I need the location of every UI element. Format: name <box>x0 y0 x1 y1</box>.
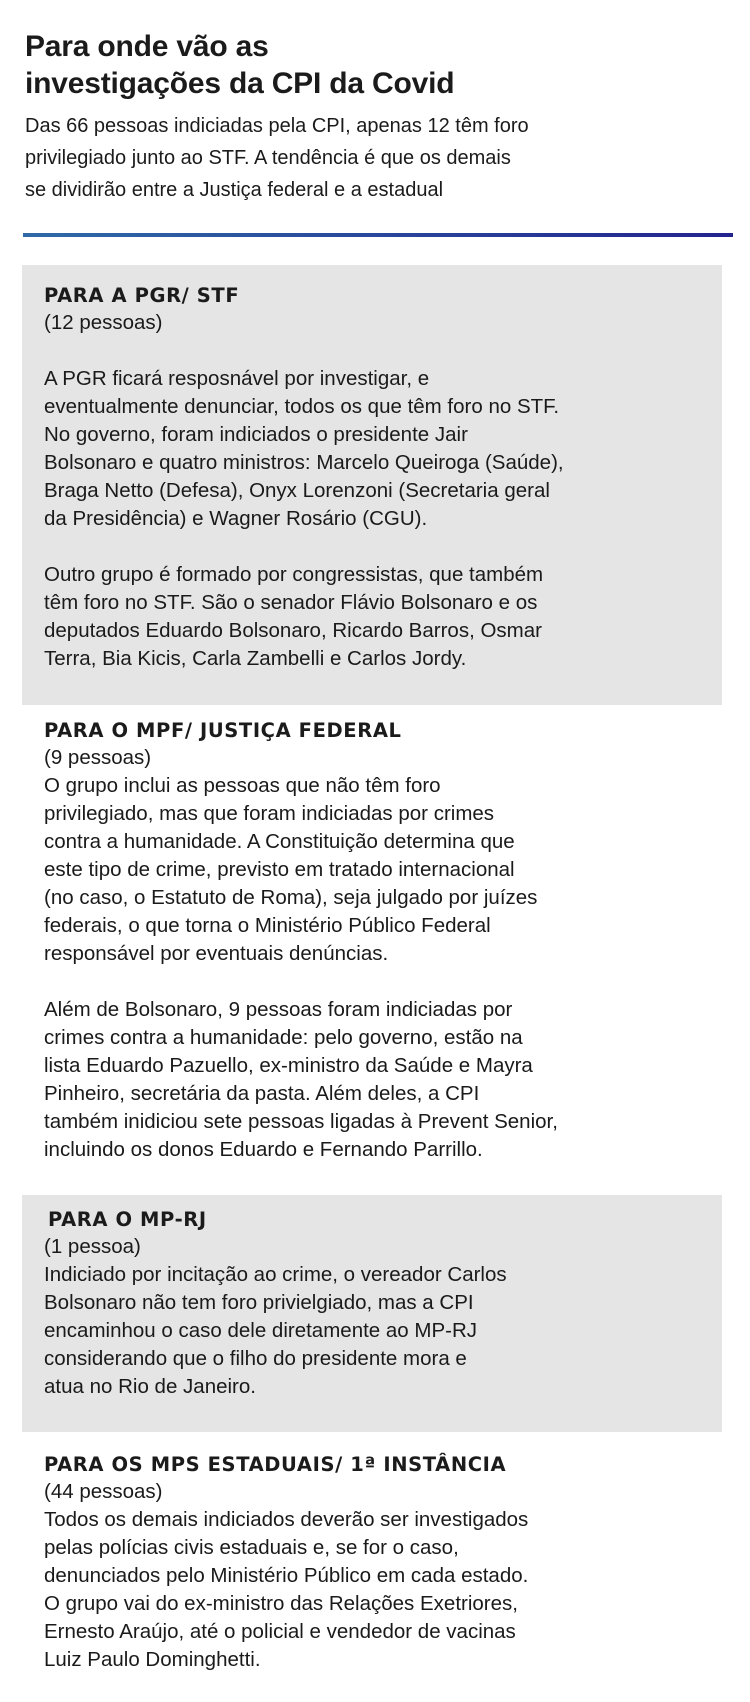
subtitle-line: Das 66 pessoas indiciadas pela CPI, apenas 12 têm foro <box>25 115 529 137</box>
text-line: Todos os demais indiciados deverão ser investigados <box>44 1508 529 1531</box>
text-line: eventualmente denunciar, todos os que têm foro no STF. <box>44 395 560 418</box>
text-line: crimes contra a humanidade: pelo governo, estão na <box>44 1026 523 1049</box>
text-line: Terra, Bia Kicis, Carla Zambelli e Carlos Jordy. <box>44 647 467 670</box>
text-line: incluindo os donos Eduardo e Fernando Parrillo. <box>44 1138 483 1161</box>
text-line: este tipo de crime, previsto em tratado internacional <box>44 858 515 881</box>
text-line: lista Eduardo Pazuello, ex-ministro da Saúde e Mayra <box>44 1054 533 1077</box>
text-line: também inidiciou sete pessoas ligadas à Prevent Senior, <box>44 1110 558 1133</box>
section-title: PARA O MPF/ JUSTIÇA FEDERAL <box>44 719 402 742</box>
section-count: (9 pessoas) <box>44 746 152 769</box>
title-line: Para onde vão as <box>25 30 269 63</box>
section-mpf-justica-federal <box>22 712 722 1190</box>
section-paragraph <box>44 996 722 1164</box>
text-line: Bolsonaro não tem foro privielgiado, mas a CPI <box>44 1291 474 1314</box>
section-paragraph <box>44 1506 722 1674</box>
text-line: denunciados pelo Ministério Público em cada estado. <box>44 1564 529 1587</box>
text-line: responsável por eventuais denúncias. <box>44 942 389 965</box>
section-paragraph <box>44 1261 722 1401</box>
text-line: considerando que o filho do presidente mora e <box>44 1347 467 1370</box>
text-line: Braga Netto (Defesa), Onyx Lorenzoni (Secretaria geral <box>44 479 550 502</box>
text-line: Indiciado por incitação ao crime, o vereador Carlos <box>44 1263 507 1286</box>
section-count: (12 pessoas) <box>44 311 163 334</box>
section-title: PARA O MP-RJ <box>48 1208 207 1231</box>
section-pgr-stf <box>22 265 722 705</box>
section-mp-rj <box>22 1195 722 1432</box>
text-line: deputados Eduardo Bolsonaro, Ricardo Barros, Osmar <box>44 619 542 642</box>
text-line: (no caso, o Estatuto de Roma), seja julgado por juízes <box>44 886 538 909</box>
section-title: PARA A PGR/ STF <box>44 284 240 307</box>
section-paragraph <box>44 772 722 968</box>
text-line: Pinheiro, secretária da pasta. Além deles, a CPI <box>44 1082 480 1105</box>
text-line: Além de Bolsonaro, 9 pessoas foram indiciadas por <box>44 998 513 1021</box>
subtitle-line: se dividirão entre a Justiça federal e a estadual <box>25 179 444 201</box>
section-paragraph <box>44 561 722 673</box>
text-line: Ernesto Araújo, até o policial e vendedor de vacinas <box>44 1620 516 1643</box>
text-line: O grupo vai do ex-ministro das Relações Exetriores, <box>44 1592 518 1615</box>
header-divider <box>23 233 733 237</box>
text-line: privilegiado, mas que foram indiciadas por crimes <box>44 802 495 825</box>
text-line: federais, o que torna o Ministério Público Federal <box>44 914 491 937</box>
title-line: investigações da CPI da Covid <box>25 67 455 100</box>
section-paragraph <box>44 365 722 533</box>
text-line: contra a humanidade. A Constituição determina que <box>44 830 515 853</box>
text-line: têm foro no STF. São o senador Flávio Bolsonaro e os <box>44 591 538 614</box>
text-line: pelas polícias civis estaduais e, se for o caso, <box>44 1536 459 1559</box>
text-line: da Presidência) e Wagner Rosário (CGU). <box>44 507 428 530</box>
page-subtitle <box>25 110 735 206</box>
text-line: Outro grupo é formado por congressistas, que também <box>44 563 544 586</box>
text-line: encaminhou o caso dele diretamente ao MP-RJ <box>44 1319 478 1342</box>
section-count: (44 pessoas) <box>44 1480 163 1503</box>
section-count: (1 pessoa) <box>44 1235 141 1258</box>
section-mps-estaduais <box>22 1440 722 1690</box>
text-line: Luiz Paulo Dominghetti. <box>44 1648 261 1671</box>
page-title <box>25 28 735 102</box>
section-title: PARA OS MPS ESTADUAIS/ 1ª INSTÂNCIA <box>44 1453 507 1476</box>
text-line: No governo, foram indiciados o presidente Jair <box>44 423 468 446</box>
text-line: O grupo inclui as pessoas que não têm foro <box>44 774 441 797</box>
text-line: A PGR ficará resposnável por investigar, e <box>44 367 430 390</box>
text-line: atua no Rio de Janeiro. <box>44 1375 256 1398</box>
header <box>25 28 735 206</box>
text-line: Bolsonaro e quatro ministros: Marcelo Queiroga (Saúde), <box>44 451 564 474</box>
subtitle-line: privilegiado junto ao STF. A tendência é que os demais <box>25 147 511 169</box>
